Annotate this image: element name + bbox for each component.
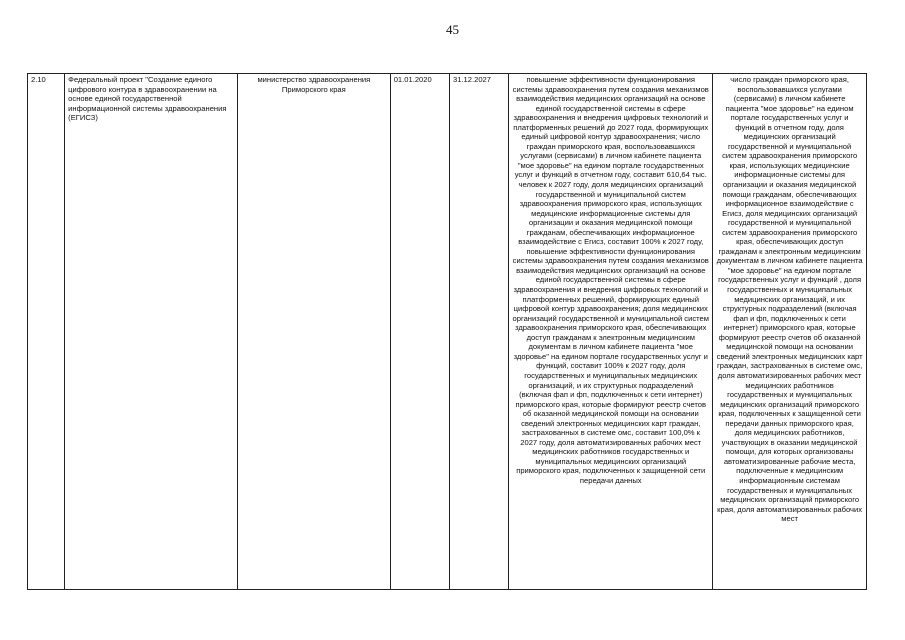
indicator-text: число граждан приморского края, воспользовавшихся услугами (сервисами) в личном кабинете пациента "мое здоровье" на едином портале государственных услуг и функций в отчетном году, доля медицинских организаций государственной и муниципальной систем здравоохранения приморского края, использующих медицинские информационные системы для организации и оказания медицинской помощи гражданам, обеспечивающих информационное взаимодействие с Егисз, доля медицинских организаций государственной и муниципальной систем здравоохранения приморского края, обеспечивающих доступ гражданам к электронным медицинским документам в личном кабинете пациента "мое здоровье" на едином портале государственных услуг и функций , доля государственных и муниципальных медицинских организаций, и их структурных подразделений (включая фап и фп, подключенных к сети интернет) приморского края, которые формируют реестр счетов об оказанной медицинской помощи на основании сведений электронных медицинских карт граждан, застрахованных в системе омс, доля автоматизированных рабочих мест медицинских работников государственных и муниципальных медицинских организаций приморского края, подключенных к защищенной сети передачи данных приморского края, доля медицинских работников, участвующих в оказании медицинской помощи, для которых организованы автоматизированные рабочие места, подключенные к медицинским информационным системам государственных и муниципальных медицинских организаций приморского края, доля автоматизированных рабочих мест xyxy=(716,75,863,524)
page-number: 45 xyxy=(446,22,459,37)
project-name-text: Федеральный проект "Создание единого цифрового контура в здравоохранении на основе единой государственной информационной системы здравоохранения (ЕГИСЗ) xyxy=(68,75,227,123)
table-row xyxy=(28,74,867,590)
start-date-cell: 01.01.2020 xyxy=(390,74,449,590)
expected-result-cell xyxy=(509,74,713,590)
expected-result-text: повышение эффективности функционирования системы здравоохранения путем создания механизмов взаимодействия медицинских организаций на основе единой государственной системы в сфере здравоохранения и внедрения цифровых технологий и платформенных решений до 2027 года, формирующих единый цифровой контур здравоохранения; число граждан приморского края, воспользовавшихся услугами (сервисами) в личном кабинете пациента "мое здоровье" на едином портале государственных услуг и функций в отчетном году, составит 610,64 тыс. человек к 2027 году, доля медицинских организаций государственной и муниципальной систем здравоохранения приморского края, использующих медицинские информационные системы для организации и оказания медицинской помощи гражданам, обеспечивающих информационное взаимодействие с Егисз, составит 100% к 2027 году, повышение эффективности функционирования системы здравоохранения путем создания механизмов взаимодействия медицинских организаций на основе единой государственной системы в сфере здравоохранения и внедрения цифровых технологий и платформенных решений, формирующих единый цифровой контур здравоохранения; доля медицинских организаций государственной и муниципальной систем здравоохранения приморского края, обеспечивающих доступ гражданам к электронным медицинским документам в личном кабинете пациента "мое здоровье" на едином портале государственных услуг и функций, составит 100% к 2027 году, доля государственных и муниципальных медицинских организаций, и их структурных подразделений (включая фап и фп, подключенных к сети интернет) приморского края, которые формируют реестр счетов об оказанной медицинской помощи на основании сведений электронных медицинских карт граждан, застрахованных в системе омс, составит 100,0% к 2027 году, доля автоматизированных рабочих мест медицинских работников государственных и муниципальных медицинских организаций приморского края, подключенных к защищенной сети передачи данных xyxy=(512,75,709,485)
project-name-cell xyxy=(65,74,238,590)
responsible-cell xyxy=(237,74,390,590)
end-date-cell: 31.12.2027 xyxy=(449,74,508,590)
program-table xyxy=(27,73,867,590)
row-number-cell: 2.10 xyxy=(28,74,65,590)
indicator-cell xyxy=(713,74,867,590)
responsible-text: министерство здравоохранения Приморского края xyxy=(257,75,371,94)
